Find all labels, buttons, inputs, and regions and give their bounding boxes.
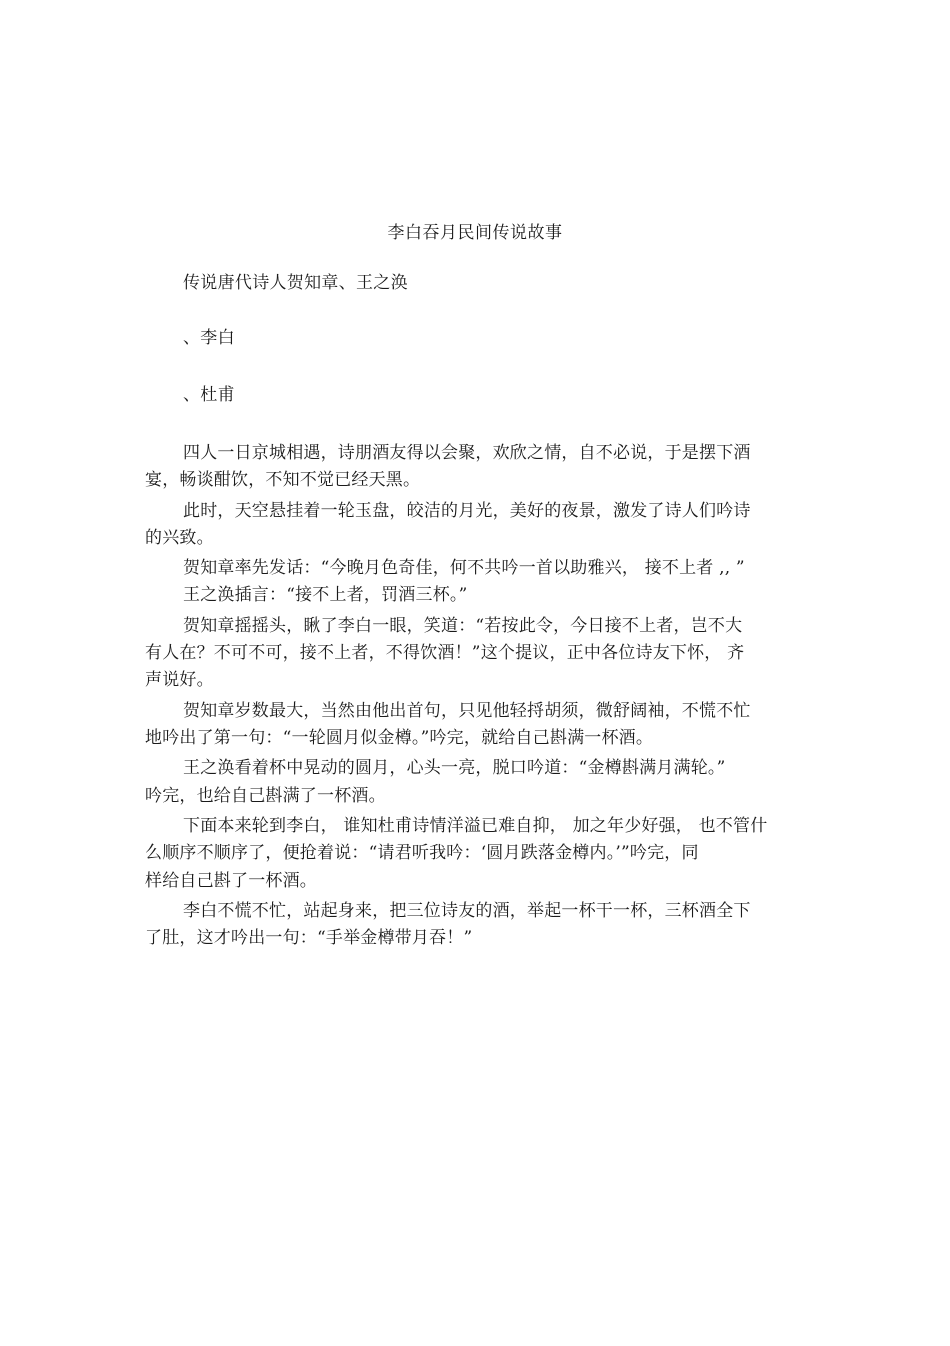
paragraph-line: 了肚，这才吟出一句：“手举金樽带月吞！” <box>145 928 473 948</box>
paragraph-line: 样给自己斟了一杯酒。 <box>145 871 317 891</box>
paragraph-line: 的兴致。 <box>145 528 214 548</box>
intro-line-2: 、李白 <box>183 328 235 348</box>
paragraph-line: 么顺序不顺序了，便抢着说：“请君听我吟：‘圆月跌落金樽内。’”吟完，同 <box>145 843 699 863</box>
paragraph-line: 贺知章岁数最大，当然由他出首句，只见他轻捋胡须，微舒阔袖，不慌不忙 <box>183 701 751 721</box>
paragraph-line: 四人一日京城相遇，诗朋酒友得以会聚，欢欣之情，自不必说，于是摆下酒 <box>183 443 751 463</box>
paragraph-line: 贺知章摇摇头，瞅了李白一眼，笑道：“若按此令，今日接不上者，岂不大 <box>183 616 743 636</box>
intro-line-3: 、杜甫 <box>183 385 235 405</box>
paragraph-line: 王之涣看着杯中晃动的圆月，心头一亮，脱口吟道：“金樽斟满月满轮。” <box>183 758 726 778</box>
paragraph-line: 声说好。 <box>145 670 214 690</box>
paragraph-line: 有人在？不可不可，接不上者，不得饮酒！”这个提议，正中各位诗友下怀， 齐 <box>145 643 745 663</box>
paragraph-line: 吟完，也给自己斟满了一杯酒。 <box>145 786 386 806</box>
paragraph-line: 下面本来轮到李白， 谁知杜甫诗情洋溢已难自抑， 加之年少好强， 也不管什 <box>183 816 768 836</box>
paragraph-line: 地吟出了第一句：“一轮圆月似金樽。”吟完，就给自己斟满一杯酒。 <box>145 728 654 748</box>
document-title: 李白吞月民间传说故事 <box>387 223 563 243</box>
paragraph-line: 李白不慌不忙，站起身来，把三位诗友的酒，举起一杯干一杯，三杯酒全下 <box>183 901 751 921</box>
paragraph-line: 王之涣插言：“接不上者，罚酒三杯。” <box>183 585 468 605</box>
paragraph-line: 此时，天空悬挂着一轮玉盘，皎洁的月光，美好的夜景，激发了诗人们吟诗 <box>183 501 751 521</box>
paragraph-line: 宴，畅谈酣饮，不知不觉已经天黑。 <box>145 470 421 490</box>
paragraph-line: 贺知章率先发话：“今晚月色奇佳，何不共吟一首以助雅兴， 接不上者 ,, ” <box>183 558 745 578</box>
intro-line-1: 传说唐代诗人贺知章、王之涣 <box>183 273 408 293</box>
